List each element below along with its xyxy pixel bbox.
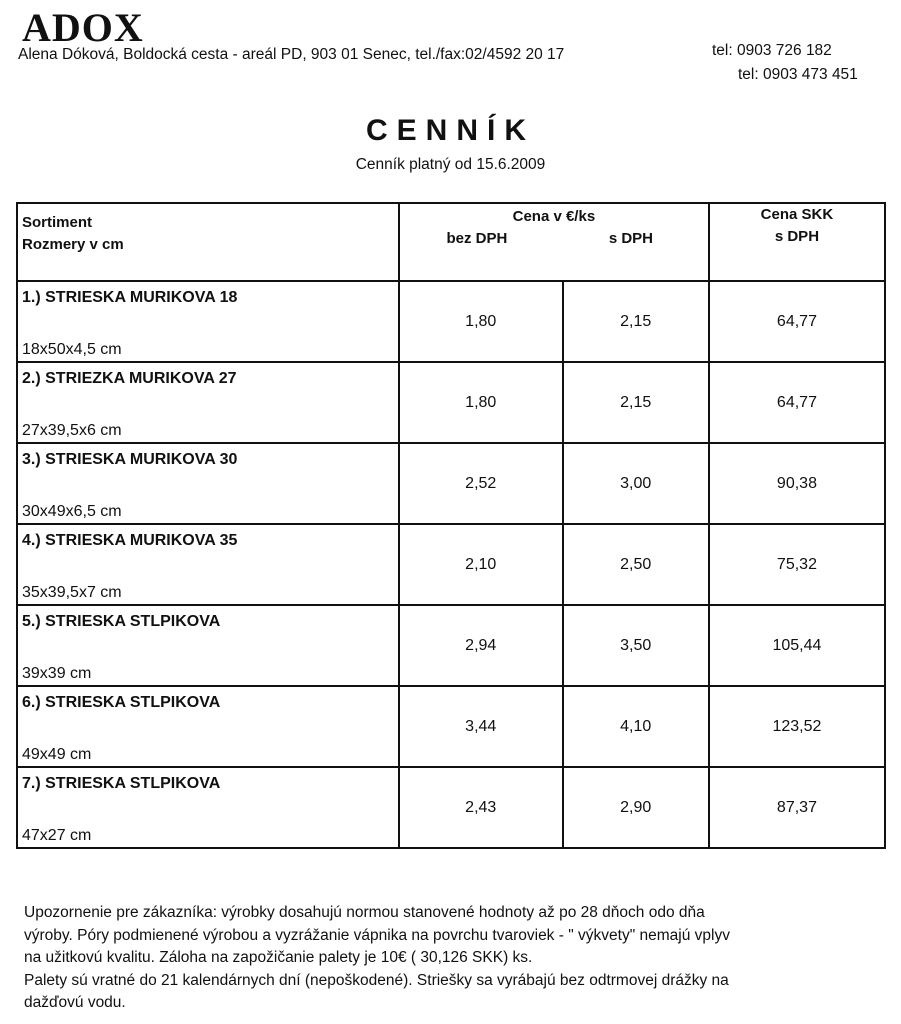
price-s-dph: 3,50 [563,605,709,686]
price-bez-dph: 2,10 [399,524,563,605]
table-row [17,281,885,362]
price-bez-dph: 2,52 [399,443,563,524]
price-skk: 64,77 [709,362,885,443]
product-cell [17,443,399,524]
price-s-dph: 4,10 [563,686,709,767]
product-dimensions: 49x49 cm [22,746,92,763]
notice-line: výroby. Póry podmienené výrobou a vyzrážanie vápnika na povrchu tvaroviek - " výkvety" nemajú vplyv [24,926,730,944]
page-title: CENNÍK [365,114,535,147]
header-sortiment [17,203,399,281]
product-name: 7.) STRIESKA STLPIKOVA [22,775,221,792]
table-row [17,605,885,686]
header-sortiment-label: Sortiment [22,214,93,231]
product-name: 4.) STRIESKA MURIKOVA 35 [22,532,238,549]
product-name: 2.) STRIEZKA MURIKOVA 27 [22,370,237,387]
product-name: 1.) STRIESKA MURIKOVA 18 [22,289,238,306]
price-s-dph: 2,15 [563,362,709,443]
header-dimensions-label: Rozmery v cm [22,236,124,253]
price-s-dph: 2,90 [563,767,709,848]
price-bez-dph: 3,44 [399,686,563,767]
product-cell [17,524,399,605]
header-price-skk [709,203,885,281]
table-row [17,686,885,767]
price-bez-dph: 1,80 [399,362,563,443]
price-skk: 105,44 [709,605,885,686]
product-dimensions: 18x50x4,5 cm [22,341,122,358]
header-bez-dph: bez DPH [446,230,508,247]
price-s-dph: 3,00 [563,443,709,524]
product-cell [17,605,399,686]
product-name: 3.) STRIESKA MURIKOVA 30 [22,451,238,468]
product-dimensions: 30x49x6,5 cm [22,503,122,520]
price-table [16,202,886,849]
product-dimensions: 39x39 cm [22,665,92,682]
price-skk: 123,52 [709,686,885,767]
header-price-eur-label: Cena v €/ks [512,208,596,225]
phone-1: tel: 0903 726 182 [712,42,832,59]
company-logo: ADOX [22,5,144,50]
price-bez-dph: 1,80 [399,281,563,362]
product-cell [17,767,399,848]
validity-date: Cenník platný od 15.6.2009 [355,156,546,173]
table-header-row [17,203,885,281]
table-row [17,443,885,524]
product-name: 5.) STRIESKA STLPIKOVA [22,613,221,630]
customer-notice [24,902,894,1015]
price-skk: 90,38 [709,443,885,524]
company-address: Alena Dóková, Boldocká cesta - areál PD, 903 01 Senec, tel./fax:02/4592 20 17 [18,46,565,63]
table-row [17,524,885,605]
notice-line: dažďovú vodu. [24,994,126,1011]
price-bez-dph: 2,94 [399,605,563,686]
price-s-dph: 2,15 [563,281,709,362]
product-cell [17,686,399,767]
header-price-skk-label: Cena SKK [760,206,834,223]
header-skk-s-dph: s DPH [774,228,820,245]
header-price-eur [399,203,709,281]
price-s-dph: 2,50 [563,524,709,605]
product-cell [17,281,399,362]
table-row [17,767,885,848]
phone-2: tel: 0903 473 451 [738,66,858,83]
price-skk: 64,77 [709,281,885,362]
notice-line: Upozornenie pre zákazníka: výrobky dosahujú normou stanovené hodnoty až po 28 dňoch odo dňa [24,904,705,921]
header-s-dph: s DPH [608,230,653,247]
price-skk: 87,37 [709,767,885,848]
table-row [17,362,885,443]
product-name: 6.) STRIESKA STLPIKOVA [22,694,221,711]
product-dimensions: 47x27 cm [22,827,92,844]
product-dimensions: 35x39,5x7 cm [22,584,122,601]
price-skk: 75,32 [709,524,885,605]
product-dimensions: 27x39,5x6 cm [22,422,122,439]
notice-line: na užitkovú kvalitu. Záloha na zapožičanie palety je 10€ ( 30,126 SKK) ks. [24,949,533,966]
price-bez-dph: 2,43 [399,767,563,848]
notice-line: Palety sú vratné do 21 kalendárnych dní (nepoškodené). Striešky sa vyrábajú bez odtrmovej drážky na [24,971,729,989]
product-cell [17,362,399,443]
